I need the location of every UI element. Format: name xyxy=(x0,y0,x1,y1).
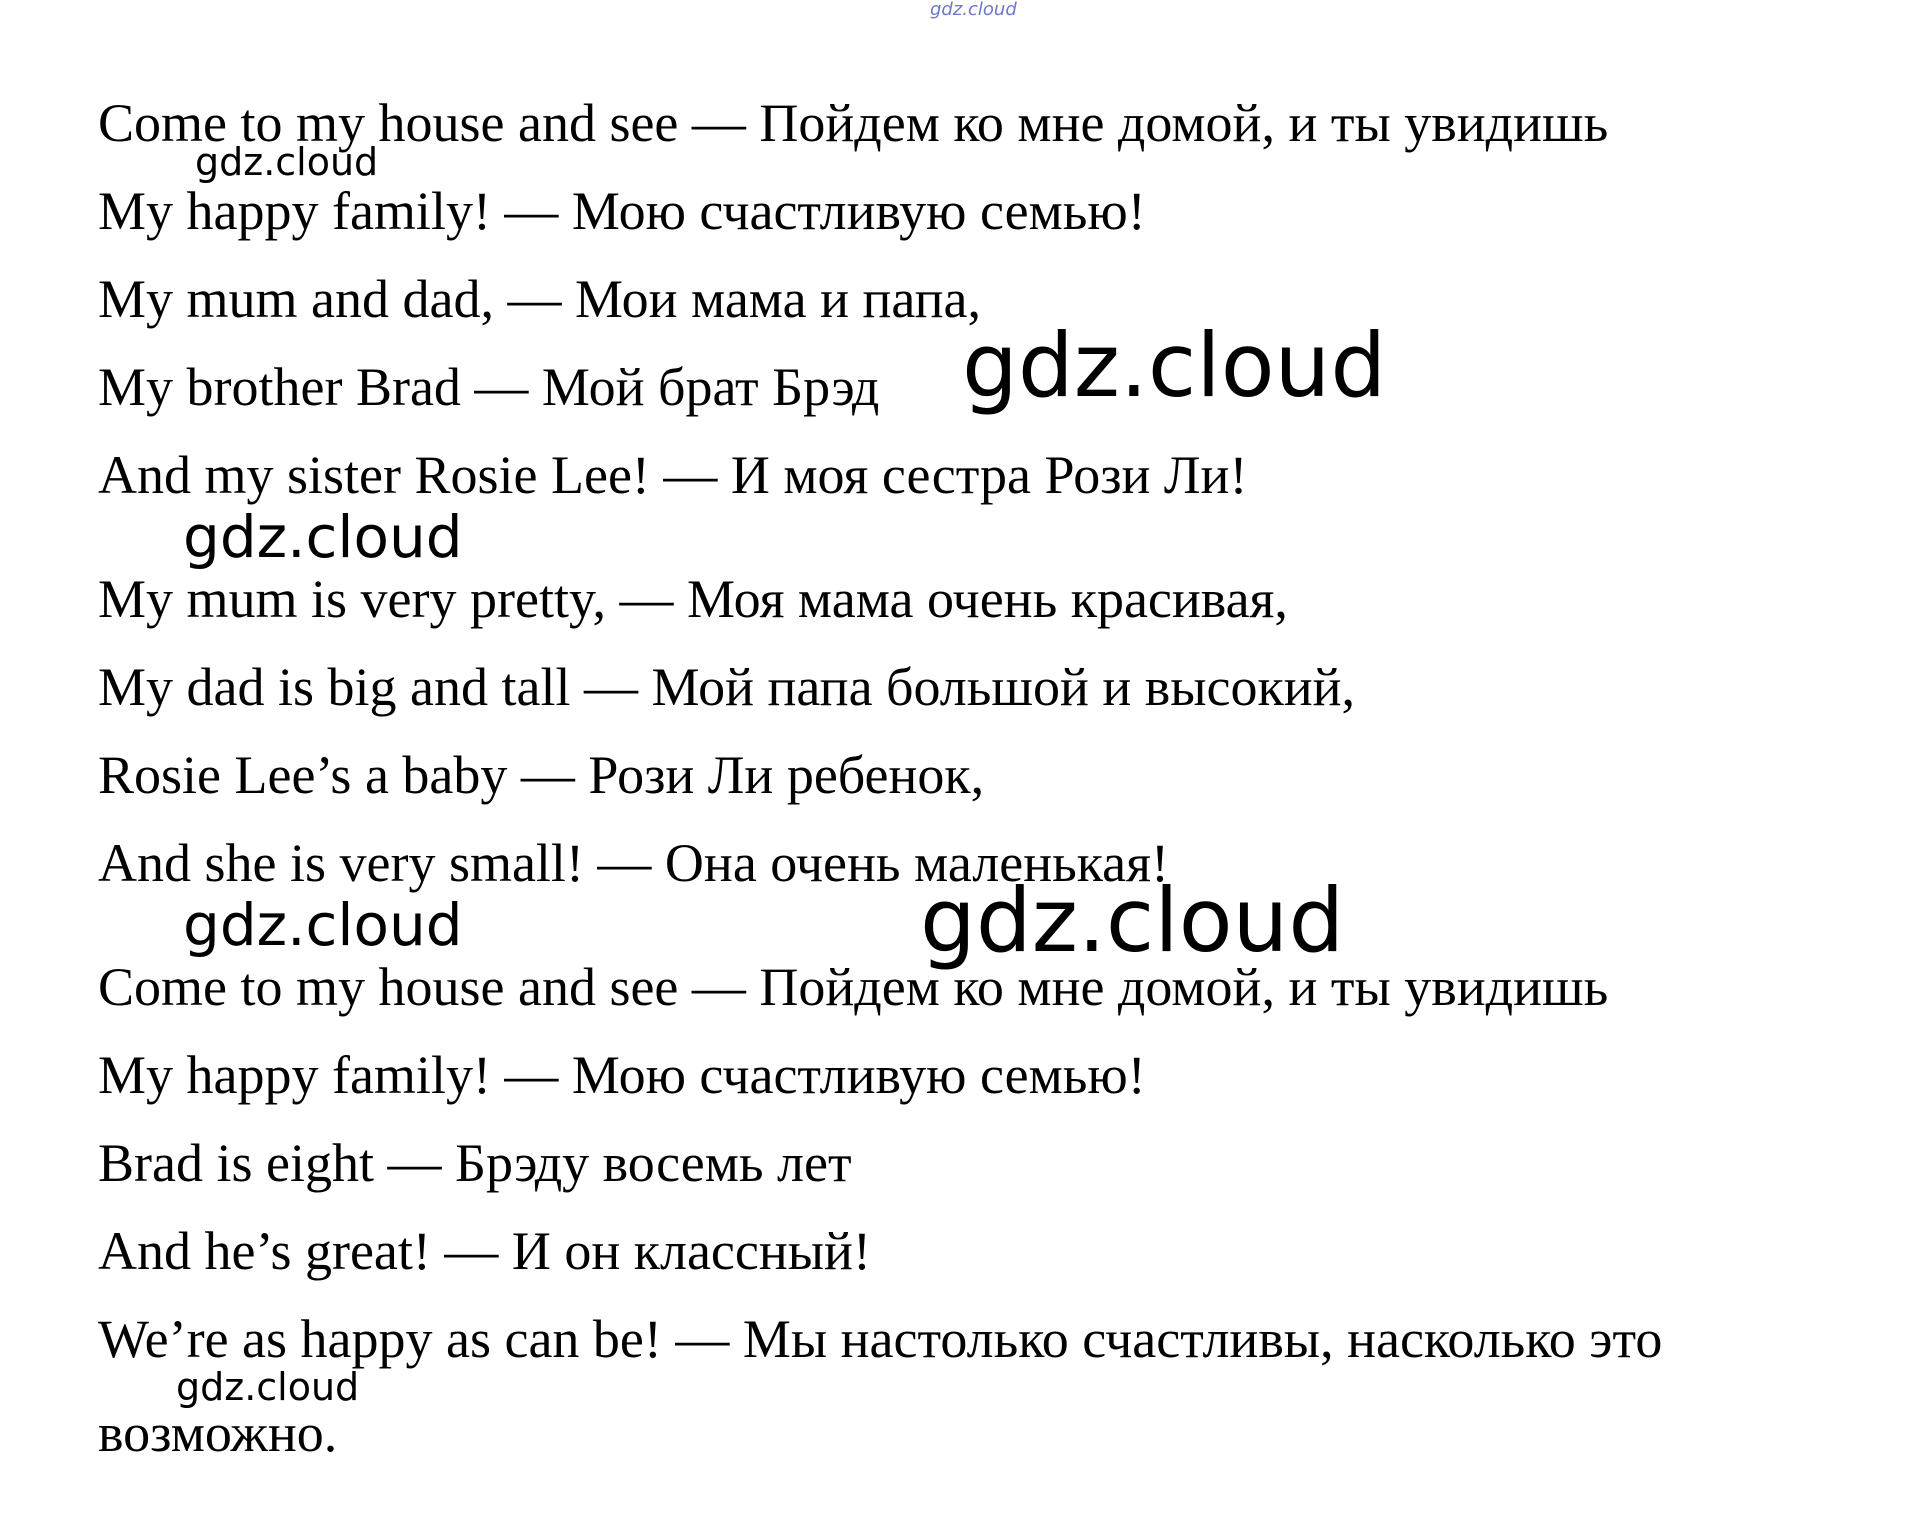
watermark: gdz.cloud xyxy=(195,140,379,184)
text-line-9: And she is very small! — Она очень маленькая! xyxy=(98,833,1169,893)
text-line-12: Brad is eight — Брэду восемь лет xyxy=(98,1133,852,1193)
text-line-8: Rosie Lee’s a baby — Рози Ли ребенок, xyxy=(98,745,985,805)
text-line-15: возможно. xyxy=(98,1403,338,1463)
text-line-1: Come to my house and see — Пойдем ко мне домой, и ты увидишь xyxy=(98,93,1609,153)
watermark: gdz.cloud xyxy=(920,869,1345,972)
text-line-3: My mum and dad, — Мои мама и папа, xyxy=(98,269,981,329)
watermark: gdz.cloud xyxy=(183,891,463,959)
watermark-top: gdz.cloud xyxy=(930,0,1017,20)
text-line-7: My dad is big and tall — Мой папа большой и высокий, xyxy=(98,657,1356,717)
text-line-10: Come to my house and see — Пойдем ко мне домой, и ты увидишь xyxy=(98,957,1609,1017)
text-line-13: And he’s great! — И он классный! xyxy=(98,1221,871,1281)
watermark: gdz.cloud xyxy=(183,503,463,571)
text-line-11: My happy family! — Мою счастливую семью! xyxy=(98,1045,1146,1105)
text-line-5: And my sister Rosie Lee! — И моя сестра Рози Ли! xyxy=(98,445,1248,505)
watermark: gdz.cloud xyxy=(962,314,1387,417)
watermark: gdz.cloud xyxy=(176,1365,360,1409)
text-line-2: My happy family! — Мою счастливую семью! xyxy=(98,181,1146,241)
text-line-14: We’re as happy as can be! — Мы настолько счастливы, насколько это xyxy=(98,1309,1663,1369)
text-line-6: My mum is very pretty, — Моя мама очень красивая, xyxy=(98,569,1288,629)
text-line-4: My brother Brad — Мой брат Брэд xyxy=(98,357,880,417)
